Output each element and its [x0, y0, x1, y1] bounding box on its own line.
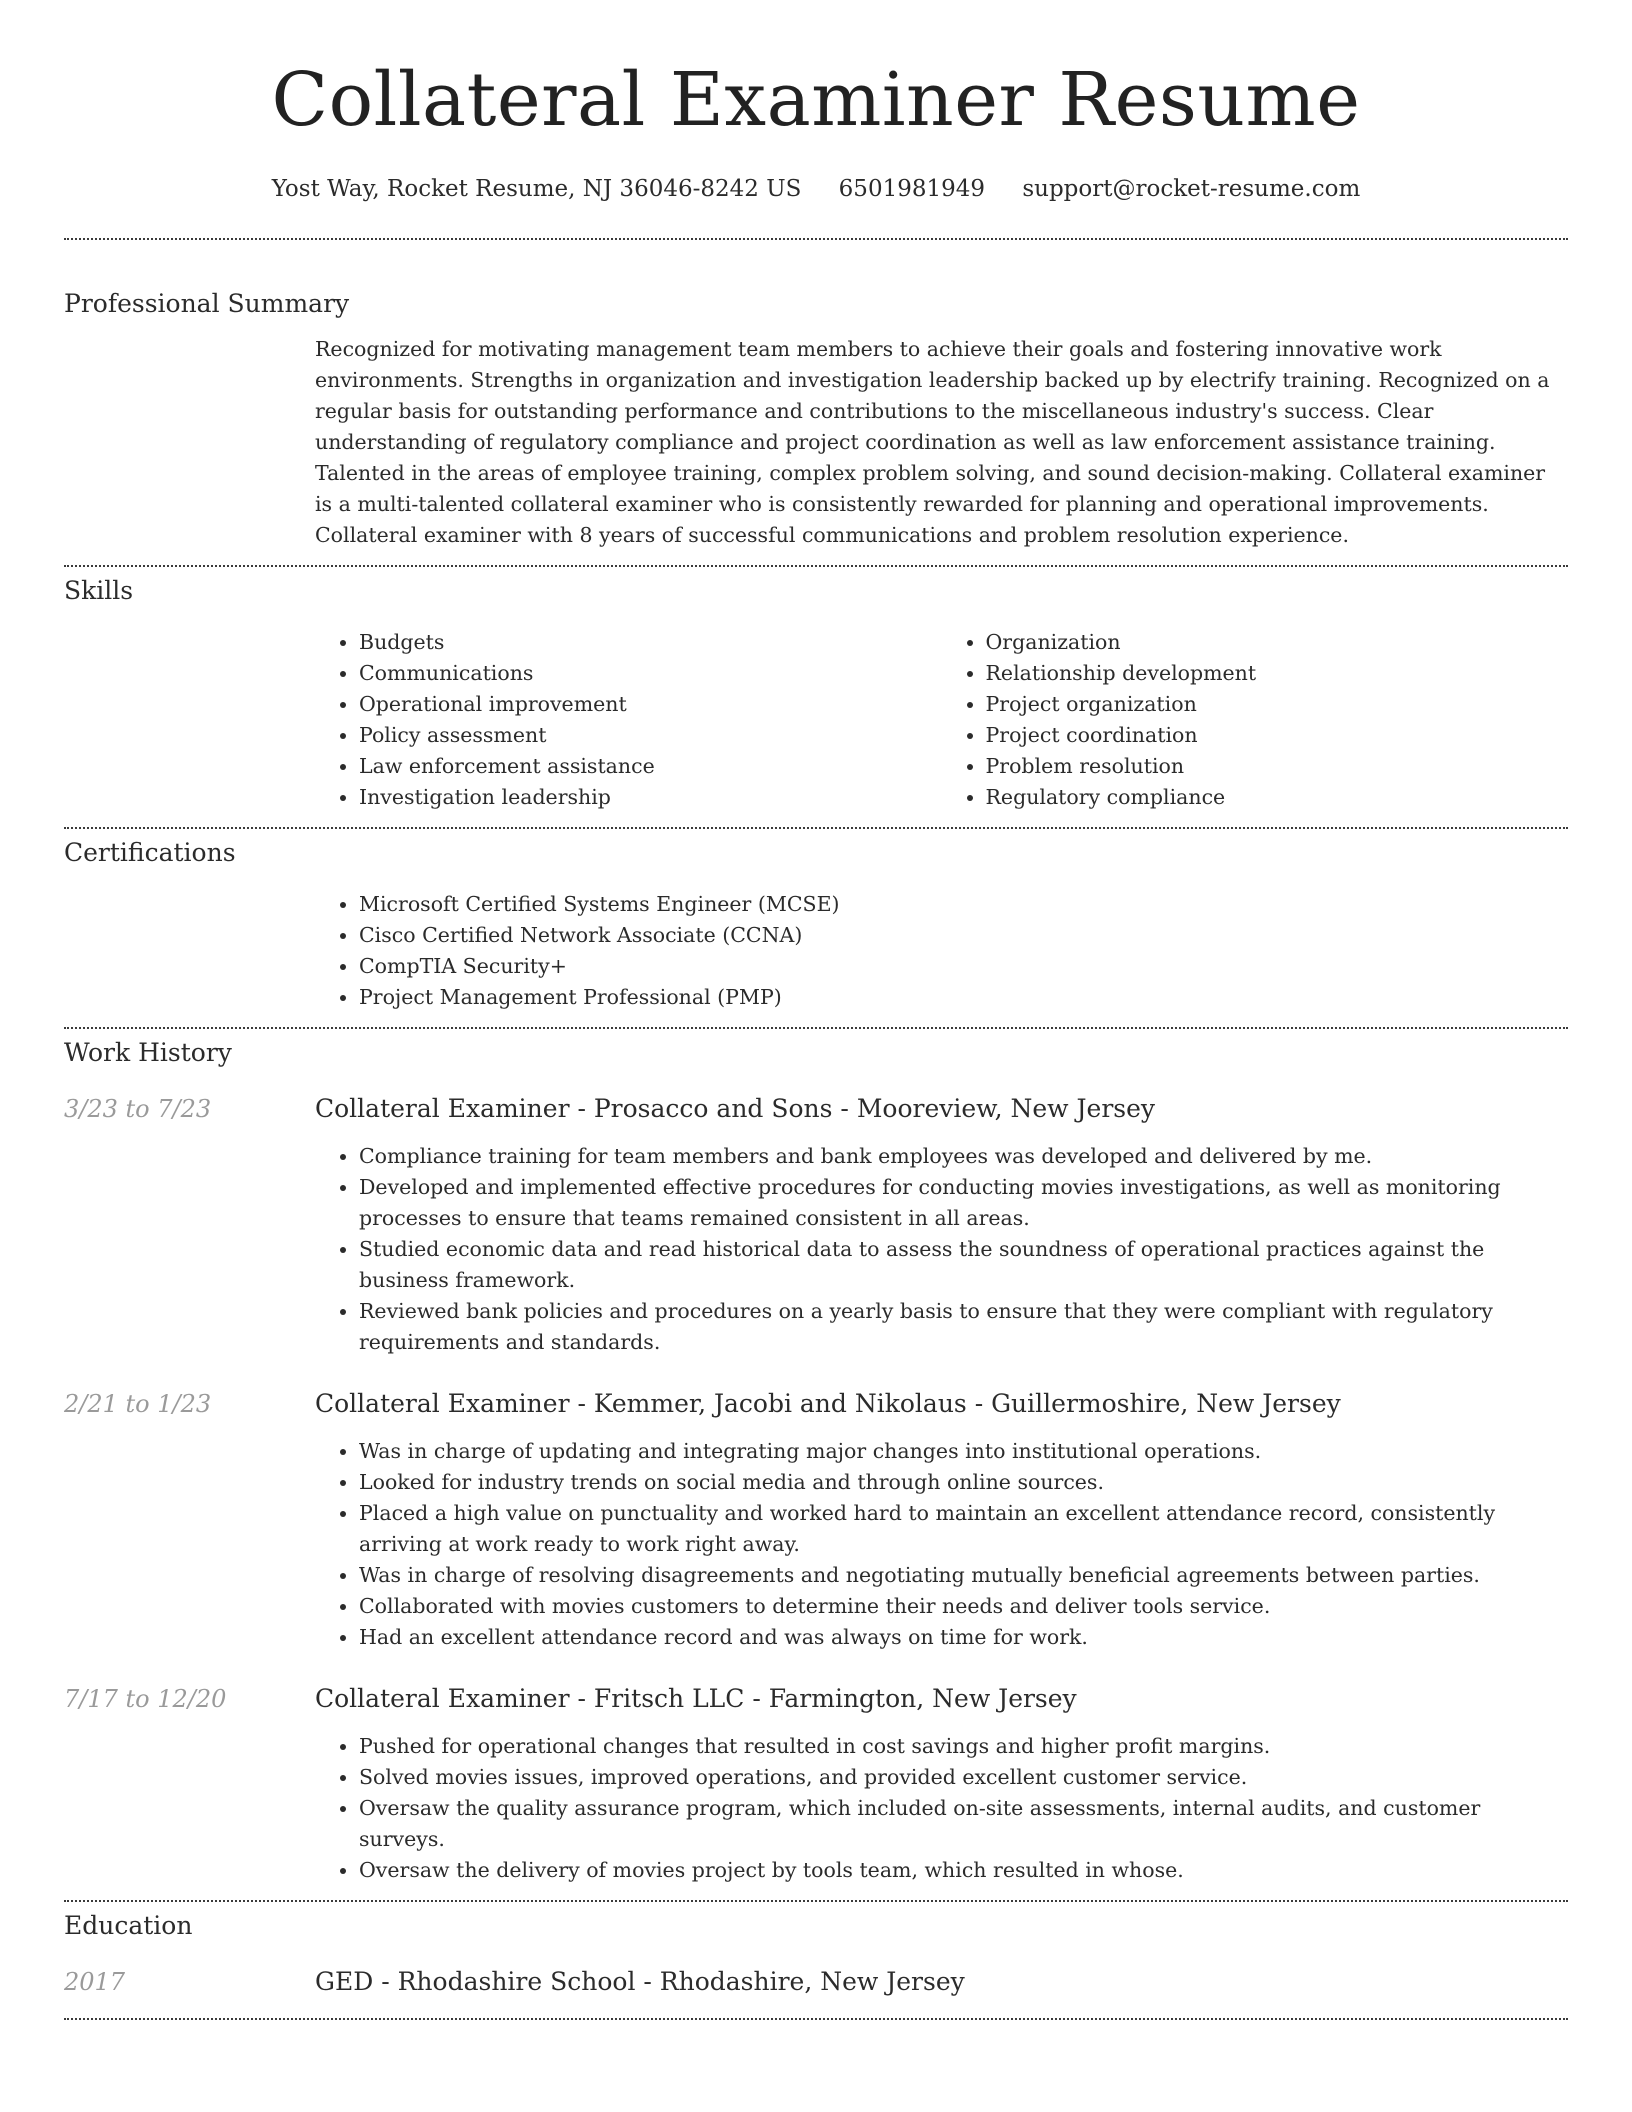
- job-bullet: • Oversaw the delivery of movies project by tools team, which resulted in whose.: [359, 1855, 1568, 1886]
- job-bullet: • Was in charge of updating and integrating major changes into institutional operations.: [359, 1436, 1568, 1467]
- skill-item: • Investigation leadership: [359, 782, 942, 813]
- education-section: [64, 1902, 1568, 1998]
- contact-phone: 6501981949: [838, 176, 986, 202]
- job-entry: [64, 1388, 1568, 1653]
- skill-item: • Project organization: [986, 689, 1569, 720]
- skills-list-left: [315, 627, 942, 813]
- certification-item: • Cisco Certified Network Associate (CCNA): [359, 920, 1568, 951]
- job-bullet: • Was in charge of resolving disagreements and negotiating mutually beneficial agreements between parties.: [359, 1560, 1568, 1591]
- certifications-list: [315, 889, 1568, 1013]
- contact-line: [64, 174, 1568, 204]
- contact-email: support@rocket-resume.com: [1022, 176, 1361, 202]
- certifications-heading: Certifications: [64, 838, 236, 867]
- job-bullet: • Solved movies issues, improved operations, and provided excellent customer service.: [359, 1762, 1568, 1793]
- job-bullet: • Collaborated with movies customers to determine their needs and deliver tools service.: [359, 1591, 1568, 1622]
- skill-item: • Communications: [359, 658, 942, 689]
- skills-grid: [315, 627, 1568, 813]
- job-bullets: [315, 1141, 1568, 1358]
- divider: [64, 2018, 1568, 2020]
- skills-heading: Skills: [64, 576, 134, 605]
- job-bullet: • Had an excellent attendance record and was always on time for work.: [359, 1622, 1568, 1653]
- skills-list-right: [942, 627, 1569, 813]
- skill-item: • Problem resolution: [986, 751, 1569, 782]
- job-entry: [64, 1093, 1568, 1358]
- summary-text: Recognized for motivating management team members to achieve their goals and fostering innovative work environments. Strengths in organization and investigation leadership backed up by electrify training. Recognized on a regular basis for outstanding performance and contributions to the miscellaneous industry's success. Clear understanding of regulatory compliance and project coordination as well as law enforcement assistance training. Talented in the areas of employee training, complex problem solving, and sound decision-making. Collateral examiner is a multi-talented collateral examiner who is consistently rewarded for planning and operational improvements. Collateral examiner with 8 years of successful communications and problem resolution experience.: [315, 337, 1550, 547]
- job-bullet: • Looked for industry trends on social media and through online sources.: [359, 1467, 1568, 1498]
- skill-item: • Operational improvement: [359, 689, 942, 720]
- job-bullets: [315, 1731, 1568, 1886]
- job-dates: 2/21 to 1/23: [64, 1390, 212, 1418]
- job-bullet: • Reviewed bank policies and procedures on a yearly basis to ensure that they were compliant with regulatory requirements and standards.: [359, 1296, 1568, 1358]
- skill-item: • Project coordination: [986, 720, 1569, 751]
- job-entry: [64, 1683, 1568, 1886]
- resume-title: Collateral Examiner Resume: [271, 57, 1361, 143]
- summary-heading: Professional Summary: [64, 289, 350, 318]
- skill-item: • Organization: [986, 627, 1569, 658]
- job-dates: 7/17 to 12/20: [64, 1685, 227, 1713]
- skill-item: • Budgets: [359, 627, 942, 658]
- skill-item: • Regulatory compliance: [986, 782, 1569, 813]
- education-title: GED - Rhodashire School - Rhodashire, New Jersey: [315, 1967, 965, 1996]
- job-title: Collateral Examiner - Prosacco and Sons - Mooreview, New Jersey: [315, 1094, 1156, 1123]
- work-heading: Work History: [64, 1038, 232, 1067]
- certifications-content: [315, 889, 1568, 1013]
- skill-item: • Policy assessment: [359, 720, 942, 751]
- skill-item: • Relationship development: [986, 658, 1569, 689]
- work-section: [64, 1029, 1568, 1886]
- certification-item: • Project Management Professional (PMP): [359, 982, 1568, 1013]
- job-dates: 3/23 to 7/23: [64, 1095, 212, 1123]
- education-heading: Education: [64, 1911, 193, 1940]
- education-year: 2017: [64, 1968, 126, 1996]
- certification-item: • Microsoft Certified Systems Engineer (MCSE): [359, 889, 1568, 920]
- job-bullet: • Compliance training for team members and bank employees was developed and delivered by me.: [359, 1141, 1568, 1172]
- job-bullet: • Oversaw the quality assurance program, which included on-site assessments, internal audits, and customer surveys.: [359, 1793, 1568, 1855]
- contact-address: Yost Way, Rocket Resume, NJ 36046-8242 US: [271, 176, 802, 202]
- skill-item: • Law enforcement assistance: [359, 751, 942, 782]
- job-bullet: • Placed a high value on punctuality and worked hard to maintain an excellent attendance record, consistently arriving at work ready to work right away.: [359, 1498, 1568, 1560]
- job-bullet: • Developed and implemented effective procedures for conducting movies investigations, as well as monitoring processes to ensure that teams remained consistent in all areas.: [359, 1172, 1568, 1234]
- education-entry: [64, 1966, 1568, 1998]
- certifications-section: [64, 829, 1568, 1013]
- job-bullet: • Studied economic data and read historical data to assess the soundness of operational practices against the business framework.: [359, 1234, 1568, 1296]
- job-bullet: • Pushed for operational changes that resulted in cost savings and higher profit margins.: [359, 1731, 1568, 1762]
- summary-section: [64, 240, 1568, 551]
- job-title: Collateral Examiner - Kemmer, Jacobi and Nikolaus - Guillermoshire, New Jersey: [315, 1389, 1341, 1418]
- job-bullets: [315, 1436, 1568, 1653]
- certification-item: • CompTIA Security+: [359, 951, 1568, 982]
- skills-section: [64, 567, 1568, 813]
- job-title: Collateral Examiner - Fritsch LLC - Farmington, New Jersey: [315, 1684, 1077, 1713]
